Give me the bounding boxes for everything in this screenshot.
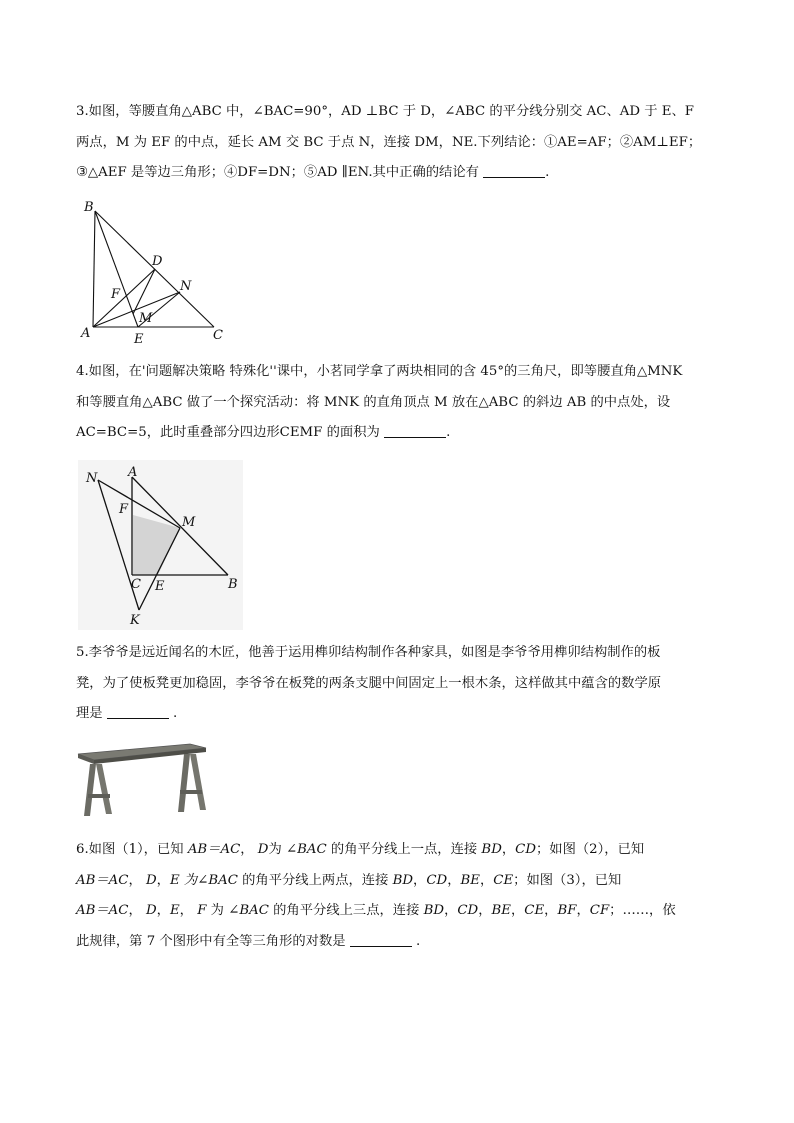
answer-blank <box>483 163 545 178</box>
label-n: N <box>180 279 192 294</box>
q6-line-2: AB＝AC， D，E 为∠BAC 的角平分线上两点，连接 BD，CD，BE，CE；如图（3），已知 <box>76 872 622 888</box>
label-m: M <box>182 515 196 530</box>
label-b: B <box>228 577 238 592</box>
q6-line-4-text: 此规律，第 7 个图形中有全等三角形的对数是 <box>76 933 346 949</box>
label-m: M <box>139 311 153 326</box>
label-e: E <box>134 332 144 346</box>
question-5 <box>76 638 736 730</box>
question-3 <box>76 97 736 189</box>
bench-leg-left-2 <box>96 764 112 814</box>
label-c: C <box>131 577 141 592</box>
q3-line-1: 3.如图，等腰直角△ABC 中，∠BAC=90°，AD ⊥BC 于 D，∠ABC 的平分线分别交 AC、AD 于 E、F <box>76 104 694 119</box>
q6-line-3: AB＝AC， D，E， F 为 ∠BAC 的角平分线上三点，连接 BD，CD，BE，CE，BF，CF；……，依 <box>76 903 676 918</box>
segment-ba <box>93 211 95 327</box>
label-b: B <box>84 200 94 215</box>
q3-line-2: 两点，M 为 EF 的中点，延长 AM 交 BC 于点 N，连接 DM，NE.下列结论：①AE=AF；②AM⊥EF； <box>76 134 702 150</box>
q4-line-1: 4.如图，在'问题解决策略 特殊化''课中，小茗同学拿了两块相同的含 45°的三角尺，即等腰直角△MNK <box>76 364 683 379</box>
label-n: N <box>86 471 98 486</box>
q5-line-2: 凳，为了使板凳更加稳固，李爷爷在板凳的两条支腿中间固定上一根木条，这样做其中蕴含的数学原 <box>76 675 662 691</box>
q4-geometry-diagram <box>78 460 243 630</box>
bench-leg-right-2 <box>190 754 206 810</box>
label-d: D <box>152 254 163 269</box>
q3-line-3-text: ③△AEF 是等边三角形；④DF=DN；⑤AD ∥EN.其中正确的结论有 <box>76 165 479 180</box>
segment-be <box>95 211 138 327</box>
q3-line-3: ③△AEF 是等边三角形；④DF=DN；⑤AD ∥EN.其中正确的结论有 . <box>76 165 550 180</box>
q4-line-3: AC=BC=5，此时重叠部分四边形CEMF 的面积为 . <box>76 425 451 440</box>
answer-blank <box>107 704 169 719</box>
answer-blank <box>350 932 412 947</box>
segment-dm <box>133 269 155 314</box>
q4-figure <box>78 460 243 630</box>
bench-leg-right-1 <box>178 754 190 812</box>
label-f: F <box>119 502 129 517</box>
q6-line-4: 此规律，第 7 个图形中有全等三角形的对数是 . <box>76 933 421 949</box>
q3-geometry-diagram <box>78 196 238 346</box>
label-a: A <box>81 326 91 341</box>
q5-line-3-text: 理是 <box>76 706 103 721</box>
label-k: K <box>130 613 140 628</box>
q4-line-2: 和等腰直角△ABC 做了一个探究活动：将 MNK 的直角顶点 M 放在△ABC 的斜边 AB 的中点处，设 <box>76 394 671 410</box>
bench-crossbar-left <box>88 794 110 798</box>
q5-line-3: 理是 . <box>76 706 178 721</box>
bench-leg-left-1 <box>84 764 96 816</box>
answer-blank <box>384 423 446 438</box>
q4-line-3-text: AC=BC=5，此时重叠部分四边形CEMF 的面积为 <box>76 425 380 440</box>
question-6 <box>76 835 736 957</box>
q3-figure <box>78 196 238 346</box>
label-e: E <box>155 579 165 594</box>
q5-bench-figure <box>74 738 210 822</box>
bench-illustration <box>74 738 210 822</box>
label-f: F <box>111 287 121 302</box>
label-a: A <box>128 465 138 480</box>
label-c: C <box>213 328 223 343</box>
q5-line-1: 5.李爷爷是远近闻名的木匠，他善于运用榫卯结构制作各种家具，如图是李爷爷用榫卯结构制作的板 <box>76 645 661 660</box>
bench-crossbar-right <box>180 790 202 794</box>
question-4 <box>76 357 736 449</box>
q6-line-1: 6.如图（1），已知 AB＝AC， D为 ∠BAC 的角平分线上一点，连接 BD，CD；如图（2），已知 <box>76 842 645 857</box>
